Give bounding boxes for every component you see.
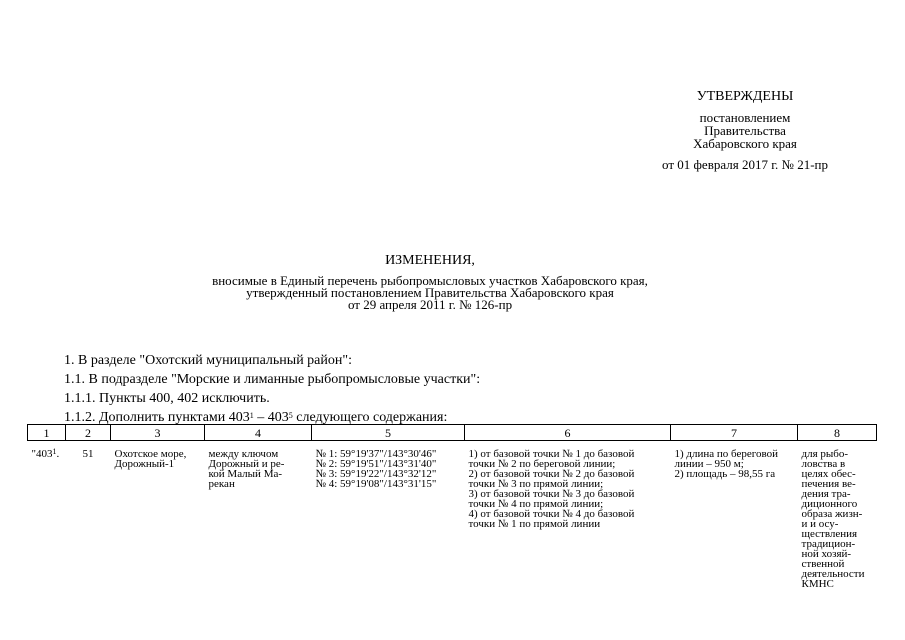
cell-line: целях обес- — [801, 468, 856, 480]
header-col-3: 3 — [111, 425, 205, 441]
item-1: 1. В разделе "Охотский муниципальный район": — [64, 353, 352, 368]
cell-coordinates — [312, 441, 465, 590]
cell-line: диционного — [801, 498, 858, 510]
item-1-1-2-part-c: следующего содержания: — [292, 410, 448, 425]
cell-line: линии – 950 м; — [674, 458, 744, 470]
cell-line: № 3: 59°19'22"/143°32'12" — [315, 468, 437, 480]
cell-line: дения тра- — [801, 488, 851, 500]
item-1-1-2-sup-2: 5 — [288, 411, 293, 420]
cell-line: № 1: 59°19'37"/143°30'46" — [315, 448, 437, 460]
cell-line: 4) от базовой точки № 4 до базовой — [468, 508, 635, 520]
cell-number: 51 — [82, 448, 94, 460]
cell-location — [111, 441, 205, 590]
cell-purpose — [798, 441, 877, 590]
approval-block — [620, 90, 870, 171]
cell-boundaries — [205, 441, 312, 590]
document-title: ИЗМЕНЕНИЯ, — [385, 253, 475, 268]
table-header-row — [28, 425, 877, 441]
document-heading — [150, 255, 710, 311]
cell-line: для рыбо- — [801, 448, 849, 460]
item-1-1-2-part-b: – 403 — [253, 410, 289, 425]
item-1-1: 1.1. В подразделе "Морские и лиманные рыбопромысловые участки": — [64, 372, 481, 387]
cell-line: 3) от базовой точки № 3 до базовой — [468, 488, 635, 500]
cell-line: ловства в — [801, 458, 846, 470]
cell-line: и и осу- — [801, 518, 839, 530]
approval-title: УТВЕРЖДЕНЫ — [696, 89, 794, 104]
item-number-main: "403 — [31, 448, 53, 460]
cell-line: Дорожный и ре- — [208, 458, 285, 470]
cell-line: № 4: 59°19'08"/143°31'15" — [315, 478, 437, 490]
cell-line: точки № 2 по береговой линии; — [468, 458, 616, 470]
item-1-1-1: 1.1.1. Пункты 400, 402 исключить. — [64, 391, 270, 406]
header-col-5: 5 — [312, 425, 465, 441]
heading-line-2: утвержденный постановлением Правительства Хабаровского края — [246, 285, 614, 300]
cell-line: 2) площадь – 98,55 га — [674, 468, 776, 480]
cell-line: образа жизн- — [801, 508, 863, 520]
item-1-1-2-sup-1: 1 — [249, 411, 254, 420]
approval-line-2: Правительства — [704, 123, 786, 138]
cell-line: между ключом — [208, 448, 279, 460]
cell-borders-description — [465, 441, 671, 590]
item-number-sup: 1 — [52, 447, 57, 456]
cell-line: точки № 4 по прямой линии; — [468, 498, 604, 510]
cell-line: № 2: 59°19'51"/143°31'40" — [315, 458, 437, 470]
header-col-1: 1 — [28, 425, 66, 441]
cell-line: рекан — [208, 478, 235, 490]
cell-line: деятельности — [801, 568, 865, 580]
fishing-areas-table — [27, 424, 877, 589]
heading-line-3: от 29 апреля 2011 г. № 126-пр — [347, 297, 513, 312]
header-col-7: 7 — [671, 425, 798, 441]
cell-dimensions — [671, 441, 798, 590]
cell-line: 2) от базовой точки № 2 до базовой — [468, 468, 635, 480]
cell-line: точки № 3 по прямой линии; — [468, 478, 604, 490]
cell-line: 1) длина по береговой — [674, 448, 779, 460]
cell-line: Охотское море, — [114, 448, 187, 460]
cell-line: традицион- — [801, 538, 856, 550]
cell-line: ществления — [801, 528, 858, 540]
cell-line: КМНС — [801, 578, 834, 590]
approval-line-3: Хабаровского края — [693, 136, 797, 151]
header-col-6: 6 — [465, 425, 671, 441]
header-col-4: 4 — [205, 425, 312, 441]
amendment-items — [64, 351, 480, 427]
cell-line: 1) от базовой точки № 1 до базовой — [468, 448, 635, 460]
approval-date: от 01 февраля 2017 г. № 21-пр — [662, 157, 828, 172]
cell-item-number — [28, 441, 66, 590]
cell-line: ственной — [801, 558, 845, 570]
item-number-tail: . — [56, 448, 60, 460]
cell-line: печения ве- — [801, 478, 856, 490]
header-col-2: 2 — [66, 425, 111, 441]
approval-line-1: постановлением — [699, 110, 791, 125]
header-col-8: 8 — [798, 425, 877, 441]
item-1-1-2-part-a: 1.1.2. Дополнить пунктами 403 — [64, 410, 250, 425]
cell-line: ной хозяй- — [801, 548, 852, 560]
table-row — [28, 441, 877, 590]
cell-line: точки № 1 по прямой линии — [468, 518, 601, 530]
cell-line: Дорожный-1 — [114, 458, 175, 470]
heading-line-1: вносимые в Единый перечень рыбопромысловых участков Хабаровского края, — [212, 273, 648, 288]
cell-line: кой Малый Ма- — [208, 468, 283, 480]
